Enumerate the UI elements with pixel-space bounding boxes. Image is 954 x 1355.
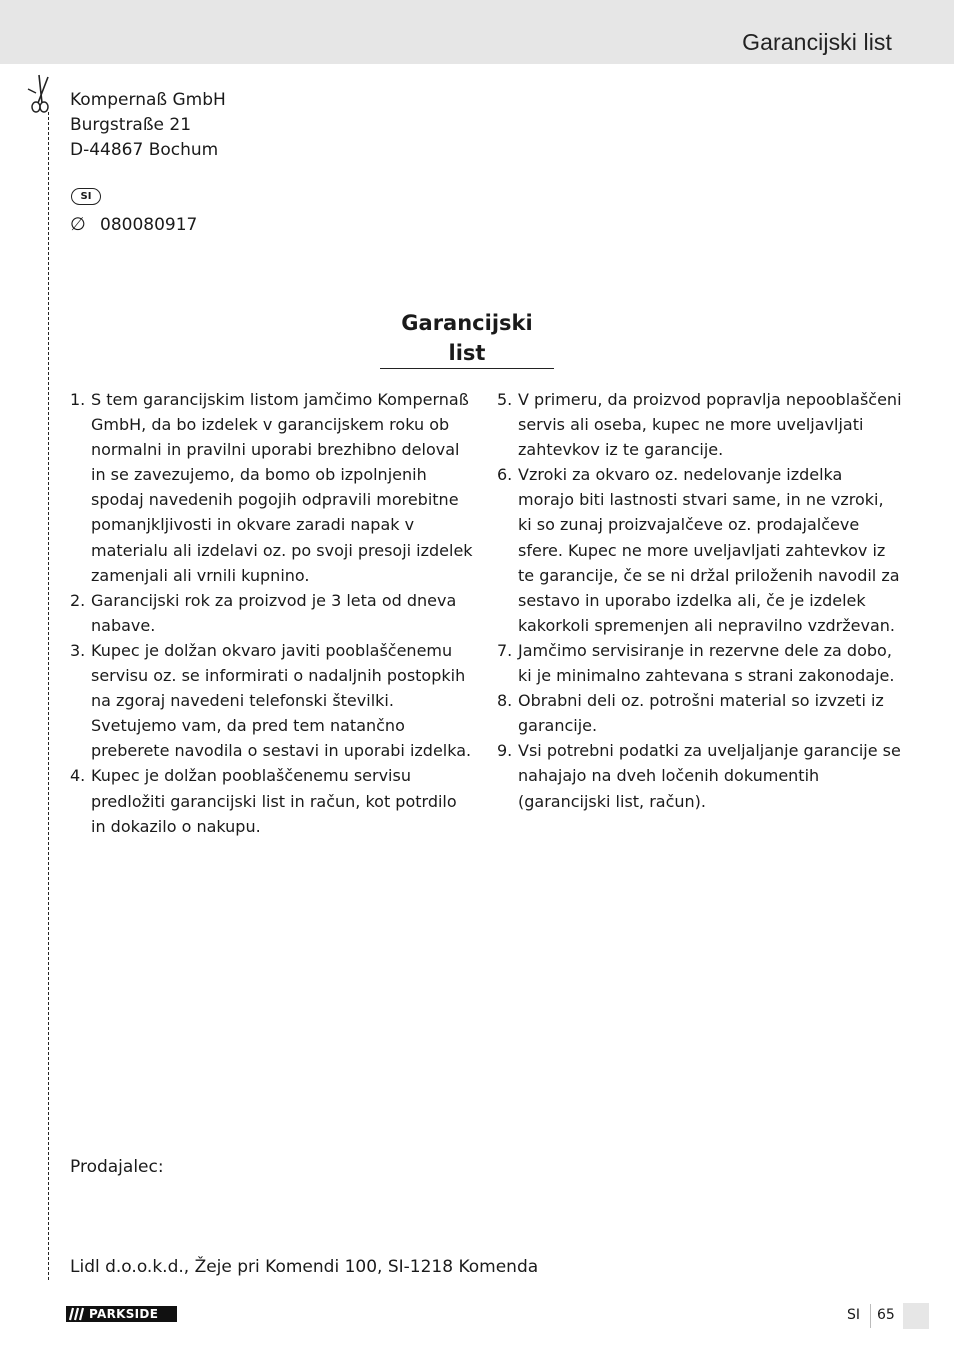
list-item bbox=[497, 387, 902, 462]
scissors-icon bbox=[26, 73, 54, 113]
warranty-terms-right bbox=[497, 387, 902, 814]
list-item bbox=[70, 588, 475, 638]
seller-label: Prodajalec: bbox=[70, 1157, 164, 1177]
list-item bbox=[70, 387, 475, 588]
item-number: 6. bbox=[497, 465, 513, 485]
phone-number: 080080917 bbox=[100, 215, 198, 235]
country-badge: SI bbox=[71, 188, 101, 205]
item-text: Kupec je dolžan okvaro javiti pooblaščenemu servisu oz. se informirati o nadaljnih postopkih na zgoraj navedeni telefonski številki. Svetujemo vam, da pred tem natančno preberete navodila o sestavi in uporabi izdelka. bbox=[91, 640, 472, 761]
item-text: V primeru, da proizvod popravlja nepooblaščeni servis ali oseba, kupec ne more uveljavljati zahtevkov iz te garancije. bbox=[518, 390, 902, 460]
address-line: D-44867 Bochum bbox=[70, 140, 219, 160]
item-text: Garancijski rok za proizvod je 3 leta od dneva nabave. bbox=[91, 590, 457, 635]
phone-icon: ∅ bbox=[70, 214, 86, 235]
brand-logo bbox=[66, 1306, 177, 1322]
item-number: 5. bbox=[497, 390, 513, 409]
list-item bbox=[497, 462, 902, 638]
page-number: 65 bbox=[877, 1307, 895, 1323]
list-item bbox=[497, 688, 902, 738]
item-number: 7. bbox=[497, 640, 513, 660]
seller-address: Lidl d.o.o.k.d., Žeje pri Komendi 100, SI-1218 Komenda bbox=[70, 1257, 539, 1277]
footer-language: SI bbox=[847, 1307, 861, 1323]
footer-tab bbox=[903, 1303, 929, 1329]
address-line: Burgstraße 21 bbox=[70, 115, 192, 135]
item-number: 2. bbox=[70, 590, 86, 610]
item-text: Kupec je dolžan pooblaščenemu servisu predložiti garancijski list in račun, kot potrdilo in dokazilo o nakupu. bbox=[91, 766, 457, 836]
list-item bbox=[497, 738, 902, 813]
item-number: 8. bbox=[497, 691, 513, 711]
item-number: 9. bbox=[497, 741, 513, 761]
document-title: Garancijski list bbox=[380, 308, 554, 369]
logo-stripes-icon bbox=[69, 1307, 87, 1321]
item-number: 3. bbox=[70, 640, 86, 660]
item-text: S tem garancijskim listom jamčimo Kompernaß GmbH, da bo izdelek v garancijskem roku ob normalni in pravilni uporabi brezhibno deloval in se zavezujemo, da bomo ob izpolnjenih spodaj navedenih pogojih odpravili morebitne pomanjkljivosti in okvare zaradi napak v materialu ali izdelavi oz. po svoji presoji izdelek zamenjali ali vrnili kupnino. bbox=[91, 390, 473, 585]
manufacturer-address bbox=[70, 88, 226, 163]
list-item bbox=[70, 638, 475, 763]
warranty-terms-left bbox=[70, 387, 475, 839]
list-item bbox=[497, 638, 902, 688]
list-item bbox=[70, 763, 475, 838]
item-text: Vzroki za okvaro oz. nedelovanje izdelka morajo biti lastnosti stvari same, in ne vzroki, ki so zunaj proizvajalčeve oz. prodajalčeve sfere. Kupec ne more uveljavljati zahtevkov iz te garancije, če se ni držal priloženih navodil za sestavo in uporabo izdelka ali, če je izdelek kakorkoli spremenjen ali nepravilno vzdrževan. bbox=[518, 465, 900, 635]
page-header-title: Garancijski list bbox=[742, 29, 892, 55]
address-line: Kompernaß GmbH bbox=[70, 90, 226, 110]
item-number: 1. bbox=[70, 390, 86, 409]
brand-name: PARKSIDE bbox=[89, 1307, 159, 1321]
cut-line bbox=[48, 112, 49, 1280]
item-text: Jamčimo servisiranje in rezervne dele za dobo, ki je minimalno zahtevana s strani zakonodaje. bbox=[518, 640, 895, 686]
item-number: 4. bbox=[70, 766, 86, 786]
item-text: Obrabni deli oz. potrošni material so izvzeti iz garancije. bbox=[518, 691, 884, 736]
footer-divider bbox=[870, 1304, 871, 1328]
phone-row bbox=[70, 212, 197, 238]
item-text: Vsi potrebni podatki za uveljaljanje garancije se nahajajo na dveh ločenih dokumentih (garancijski list, račun). bbox=[518, 741, 901, 811]
